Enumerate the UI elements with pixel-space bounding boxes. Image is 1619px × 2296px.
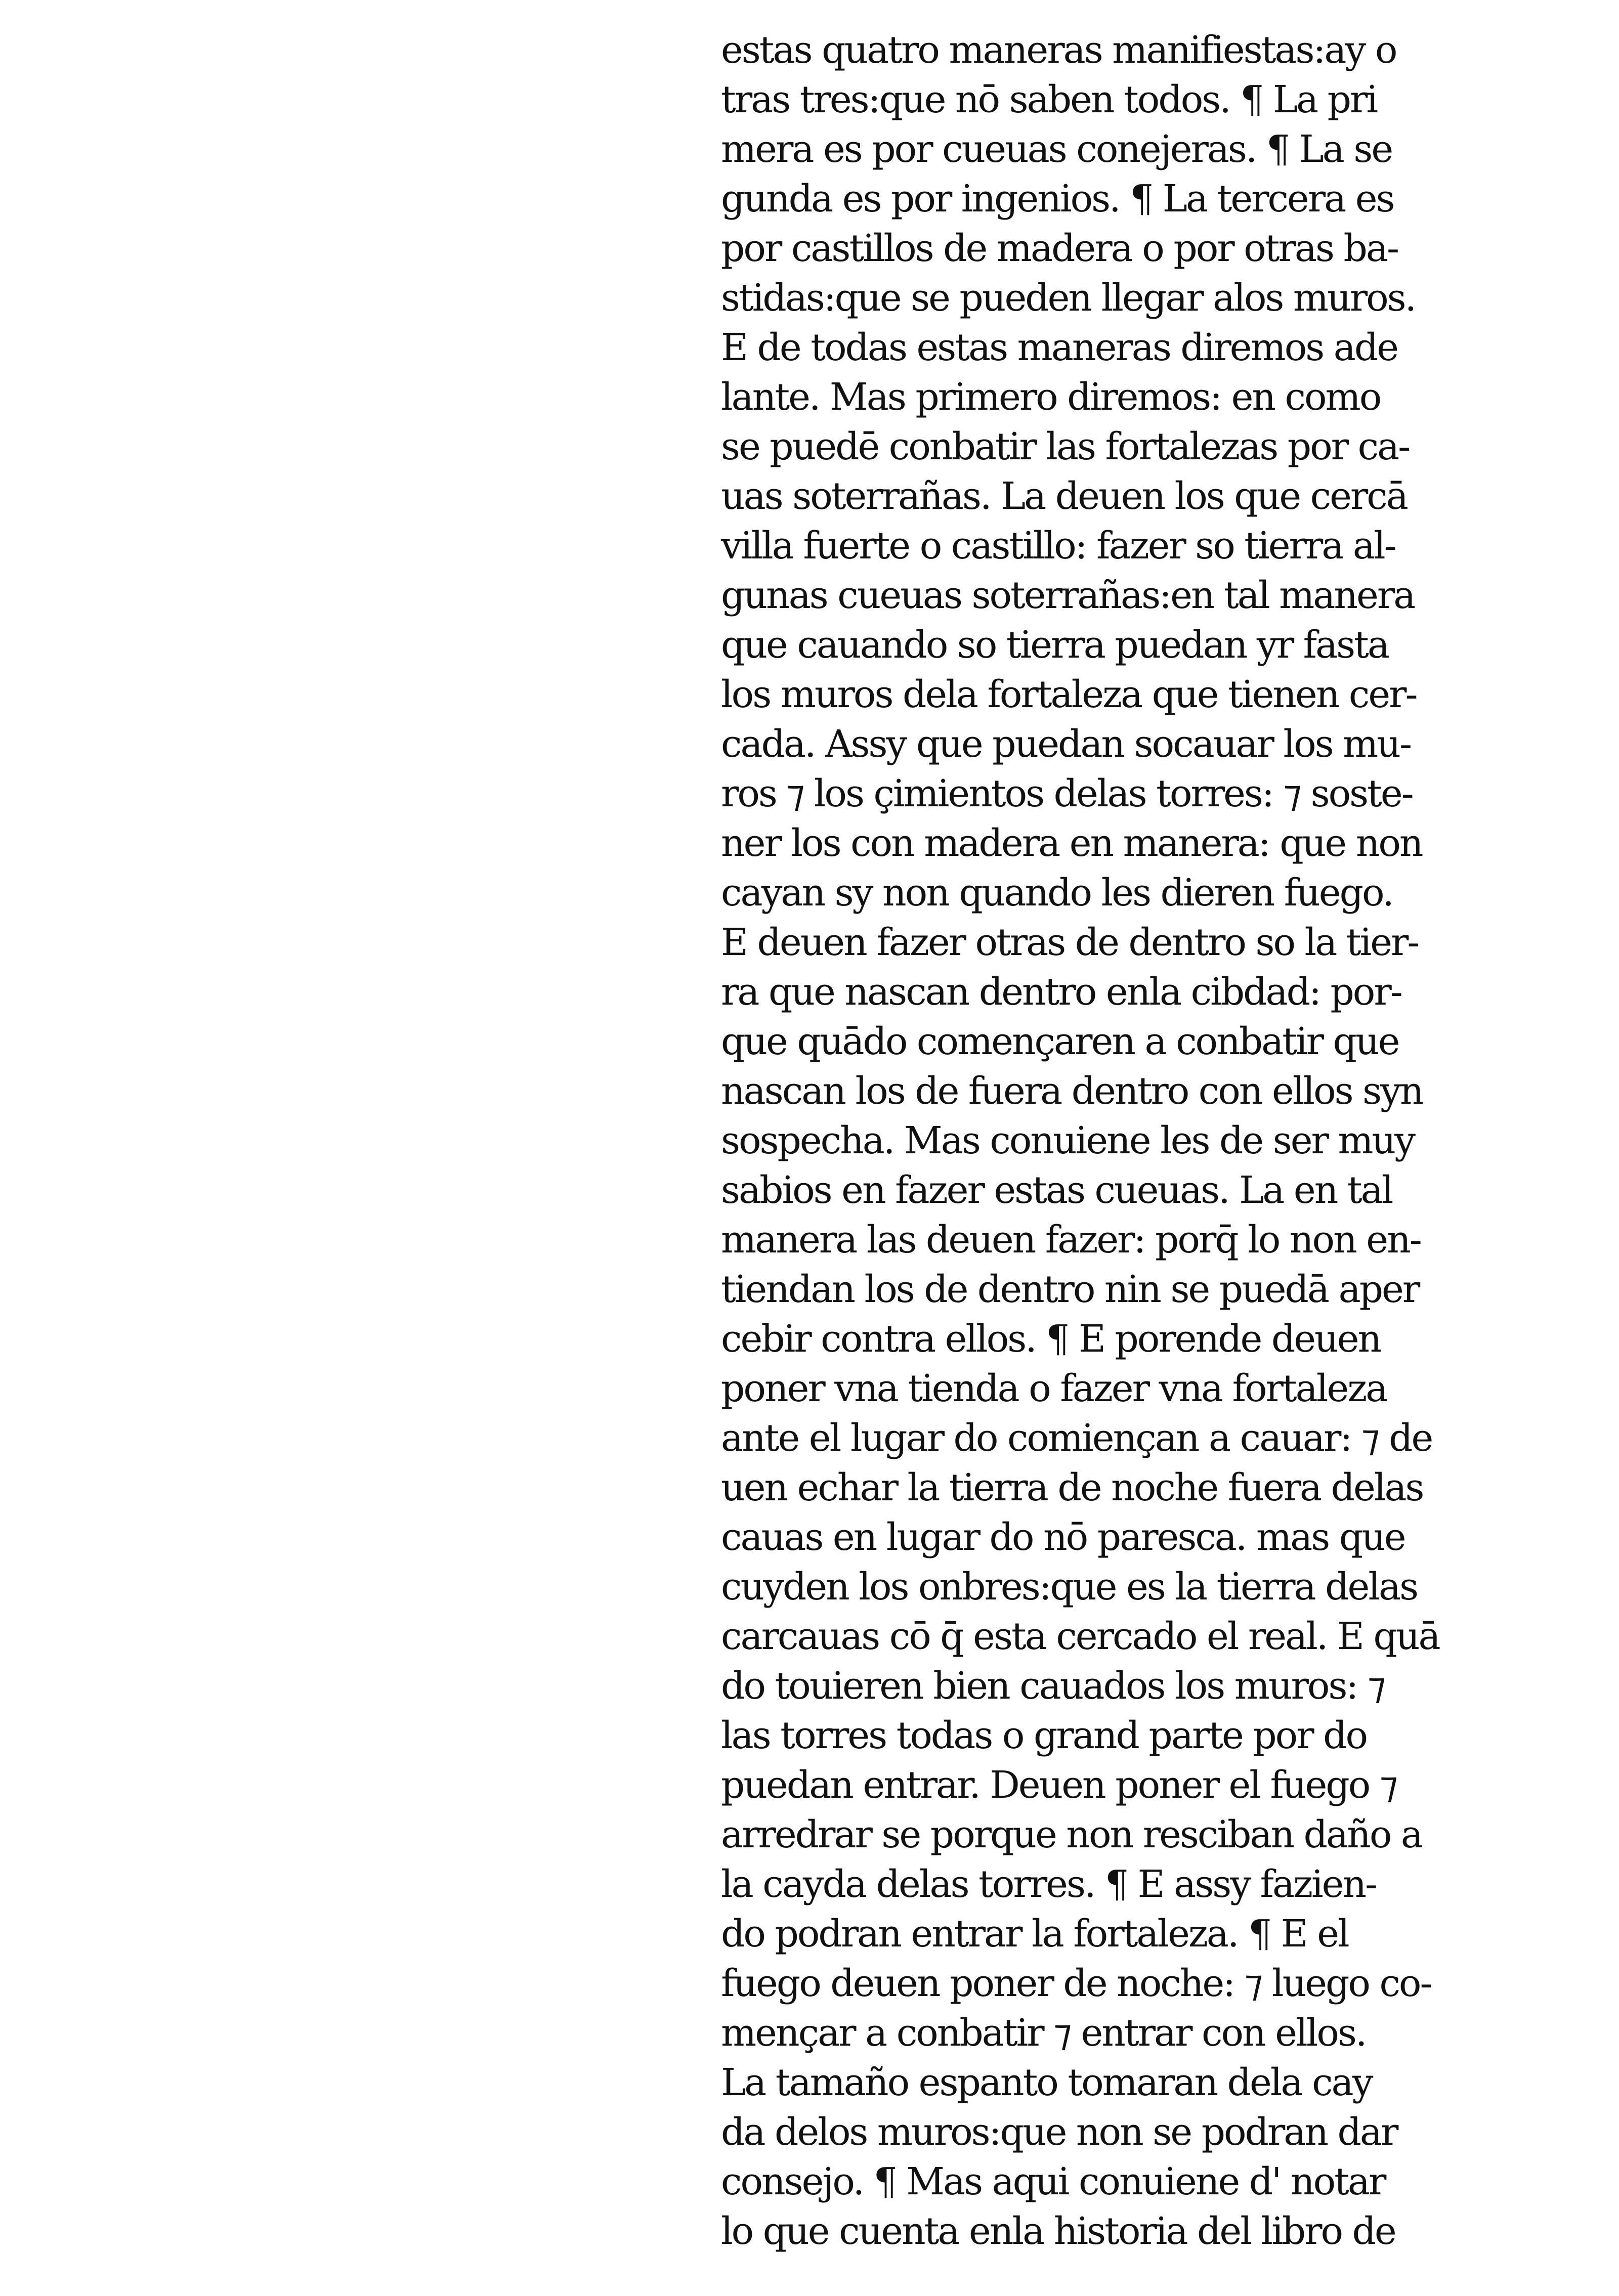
text-line: cayan sy non quando les dieren fuego.: [721, 871, 1393, 915]
text-line: cada. Assy que puedan socauar los mu-: [721, 722, 1411, 766]
text-line: E deuen fazer otras de dentro so la tier-: [721, 921, 1419, 964]
text-line: villa fuerte o castillo: fazer so tierra al-: [721, 524, 1395, 568]
text-line: estas quatro maneras manifiestas:ay o: [721, 28, 1396, 72]
text-line: uen echar la tierra de noche fuera delas: [721, 1466, 1423, 1509]
text-line: do touieren bien cauados los muros: ⁊: [721, 1664, 1385, 1708]
text-line: ros ⁊ los çimientos delas torres: ⁊ soste-: [721, 772, 1413, 815]
text-line: cuyden los onbres:que es la tierra delas: [721, 1565, 1418, 1609]
text-line: las torres todas o grand parte por do: [721, 1714, 1367, 1757]
text-line: ante el lugar do comiençan a cauar: ⁊ de: [721, 1416, 1432, 1460]
text-line: cauas en lugar do nō paresca. mas que: [721, 1515, 1405, 1559]
text-line: E de todas estas maneras diremos ade: [721, 326, 1398, 369]
text-line: do podran entrar la fortaleza. ¶ E el: [721, 1912, 1348, 1956]
text-line: los muros dela fortaleza que tienen cer-: [721, 673, 1417, 716]
text-line: gunas cueuas soterrañas:en tal manera: [721, 574, 1415, 617]
text-line: mençar a conbatir ⁊ entrar con ellos.: [721, 2011, 1366, 2055]
text-line: por castillos de madera o por otras ba-: [721, 227, 1398, 270]
text-column: [721, 25, 1439, 2256]
text-line: cebir contra ellos. ¶ E porende deuen: [721, 1317, 1381, 1361]
text-line: mera es por cueuas conejeras. ¶ La se: [721, 127, 1392, 171]
text-line: manera las deuen fazer: porq̄ lo non en-: [721, 1218, 1421, 1262]
text-line: sabios en fazer estas cueuas. La en tal: [721, 1168, 1392, 1212]
text-line: ner los con madera en manera: que non: [721, 821, 1422, 865]
text-line: tras tres:que nō saben todos. ¶ La pri: [721, 78, 1377, 121]
text-line: se puedē conbatir las fortalezas por ca-: [721, 425, 1410, 468]
text-line: lante. Mas primero diremos: en como: [721, 375, 1381, 419]
text-line: uas soterrañas. La deuen los que cercā: [721, 474, 1407, 518]
text-line: consejo. ¶ Mas aqui conuiene d' notar: [721, 2160, 1385, 2203]
text-line: poner vna tienda o fazer vna fortaleza: [721, 1367, 1387, 1410]
text-line: arredrar se porque non resciban daño a: [721, 1813, 1422, 1856]
text-line: fuego deuen poner de noche: ⁊ luego co-: [721, 1962, 1431, 2005]
text-line: que cauando so tierra puedan yr fasta: [721, 623, 1388, 667]
text-line: gunda es por ingenios. ¶ La tercera es: [721, 177, 1394, 221]
text-line: lo que cuenta enla historia del libro de: [721, 2210, 1395, 2253]
text-line: carcauas cō q̄ esta cercado el real. E quā: [721, 1615, 1439, 1658]
text-line: sospecha. Mas conuiene les de ser muy: [721, 1119, 1415, 1162]
text-line: la cayda delas torres. ¶ E assy fazien-: [721, 1862, 1377, 1906]
text-line: La tamaño espanto tomaran dela cay: [721, 2061, 1372, 2104]
text-line: puedan entrar. Deuen poner el fuego ⁊: [721, 1763, 1397, 1807]
text-line: ra que nascan dentro enla cibdad: por-: [721, 970, 1401, 1014]
text-line: da delos muros:que non se podran dar: [721, 2110, 1397, 2154]
text-line: tiendan los de dentro nin se puedā aper: [721, 1268, 1419, 1311]
text-line: nascan los de fuera dentro con ellos syn: [721, 1069, 1423, 1113]
text-line: stidas:que se pueden llegar alos muros.: [721, 276, 1416, 320]
text-line: que quādo començaren a conbatir que: [721, 1020, 1399, 1063]
